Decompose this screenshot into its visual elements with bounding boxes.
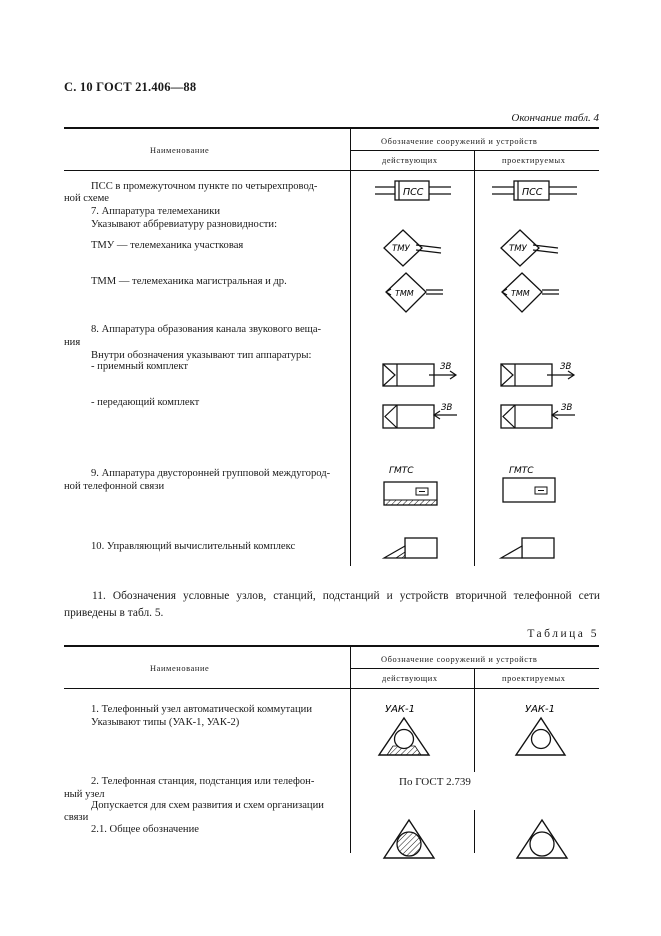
zv-label-transmitting-existing: ЗВ <box>441 403 453 413</box>
table-5-top-rule <box>64 645 599 647</box>
receiving-set-symbol-projected <box>499 358 579 388</box>
station-symbol-projected <box>515 818 573 860</box>
pss-symbol-existing <box>375 180 451 202</box>
tmu-label-projected: ТМУ <box>509 244 527 254</box>
computing-complex-symbol-projected <box>500 537 558 561</box>
zv-label-transmitting-projected: ЗВ <box>561 403 573 413</box>
pss-label-projected: ПСС <box>522 187 543 198</box>
table-4-row-tmm: ТММ — телемеханика магистральная и др. <box>91 276 287 287</box>
table-5-row-station-cont: ный узел <box>64 789 105 800</box>
gmts-symbol-existing <box>382 463 442 509</box>
gost-reference: По ГОСТ 2.739 <box>399 776 471 788</box>
zv-label-receiving-existing: ЗВ <box>440 362 452 372</box>
table-4-row-telemechanics: 7. Аппаратура телемеханики Указывают аббревиатуру разновидности: <box>91 206 278 230</box>
table-5-sub-divider-lower <box>474 810 475 853</box>
table-4-header-rule <box>64 170 599 171</box>
table-5-row-station-note: Допускается для схем развития и схем организации <box>91 800 324 811</box>
pss-label-existing: ПСС <box>403 187 424 198</box>
gmts-label-existing: ГМТС <box>389 466 414 476</box>
tmm-symbol-existing <box>385 272 455 314</box>
table-5-sub-divider-upper <box>474 668 475 772</box>
table-4-top-rule <box>64 127 599 129</box>
uak-label-projected: УАК-1 <box>525 704 556 715</box>
table-5-row-general: 2.1. Общее обозначение <box>91 824 199 835</box>
page-header: С. 10 ГОСТ 21.406—88 <box>64 80 197 94</box>
table-5-col-divider <box>350 646 351 853</box>
table-4-row-computing-complex: 10. Управляющий вычислительный комплекс <box>91 541 296 552</box>
table-5-header-rule <box>64 688 599 689</box>
tmm-label-existing: ТММ <box>395 289 414 298</box>
paragraph-11: 11. Обозначения условные узлов, станций, подстанций и устройств вторичной телефонной сети приведены в табл. 5. <box>64 590 600 619</box>
table-4-row-pss-cont: ной схеме <box>64 193 109 204</box>
table-4-row-tmu: ТМУ — телемеханика участковая <box>91 240 244 251</box>
table-5-header-name: Наименование <box>150 664 210 673</box>
computing-complex-symbol-existing <box>383 537 441 561</box>
table-5-group-rule <box>350 668 599 669</box>
transmitting-set-symbol-projected <box>500 398 580 432</box>
tmu-symbol-projected <box>500 229 570 269</box>
zv-label-receiving-projected: ЗВ <box>560 362 572 372</box>
table-5-row-station-note-cont: связи <box>64 812 89 823</box>
table-5-caption: Таблица 5 <box>527 628 599 640</box>
tmu-label-existing: ТМУ <box>392 244 410 254</box>
tmu-symbol-existing <box>383 229 453 269</box>
table-4-row-pss: ПСС в промежуточном пункте по четырехпровод- <box>91 181 318 192</box>
table-4-header-group: Обозначение сооружений и устройств <box>381 137 538 146</box>
table-4-header-name: Наименование <box>150 146 210 155</box>
table-4-header-existing: действующих <box>382 156 438 165</box>
uak-symbol-projected <box>512 700 572 758</box>
transmitting-set-symbol-existing <box>382 398 462 432</box>
gmts-symbol-projected <box>501 463 561 509</box>
table-4-row-sound-channel-cont: ния <box>64 337 81 348</box>
uak-symbol-existing <box>376 700 436 758</box>
tmm-label-projected: ТММ <box>511 289 530 298</box>
table-4-row-group-telephony: 9. Аппаратура двусторонней групповой междугород- <box>91 468 331 479</box>
pss-symbol-projected <box>492 180 577 202</box>
tmm-symbol-projected <box>501 272 571 314</box>
table-4-row-transmitting: - передающий комплект <box>91 397 200 408</box>
table-5-header-projected: проектируемых <box>502 674 566 683</box>
table-4-row-sound-channel: 8. Аппаратура образования канала звукового веща- <box>91 324 322 335</box>
receiving-set-symbol-existing <box>381 358 461 388</box>
table-5-header-group: Обозначение сооружений и устройств <box>381 655 538 664</box>
table-4-sub-divider <box>474 150 475 566</box>
table-5-row-station: 2. Телефонная станция, подстанция или телефон- <box>91 776 315 787</box>
table-4-group-rule <box>350 150 599 151</box>
table-4-row-receiving: - приемный комплект <box>91 361 189 372</box>
table-4-row-group-telephony-cont: ной телефонной связи <box>64 481 165 492</box>
station-symbol-existing <box>382 818 440 860</box>
table-5-header-existing: действующих <box>382 674 438 683</box>
uak-label-existing: УАК-1 <box>385 704 416 715</box>
table-5-row-uak: 1. Телефонный узел автоматической коммутации Указывают типы (УАК-1, УАК-2) <box>91 704 313 728</box>
table-4-row-sound-channel-note: Внутри обозначения указывают тип аппаратуры: <box>91 350 312 361</box>
table-4-col-divider <box>350 128 351 566</box>
table-continuation-label: Окончание табл. 4 <box>511 112 599 124</box>
gmts-label-projected: ГМТС <box>509 466 534 476</box>
table-4-header-projected: проектируемых <box>502 156 566 165</box>
